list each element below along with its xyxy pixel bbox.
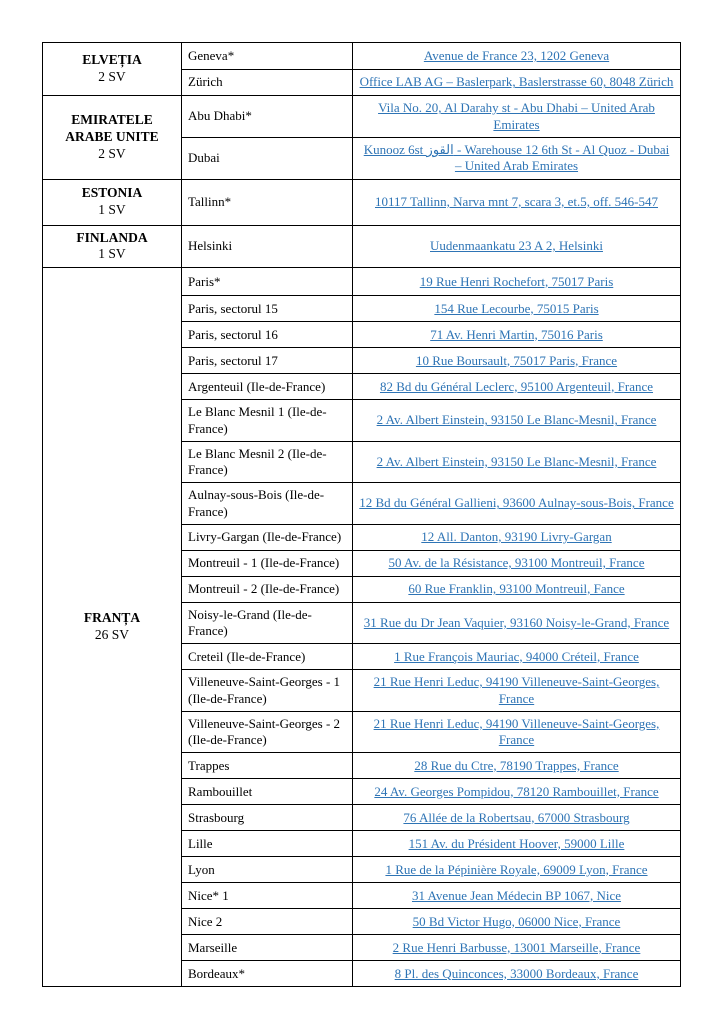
city-cell: Montreuil - 1 (Ile-de-France) bbox=[182, 550, 353, 576]
country-cell bbox=[43, 268, 182, 987]
address-link[interactable]: 10117 Tallinn, Narva mnt 7, scara 3, et.5, off. 546-547 bbox=[375, 193, 658, 209]
address-link[interactable]: 50 Bd Victor Hugo, 06000 Nice, France bbox=[412, 913, 621, 929]
table-row bbox=[43, 43, 681, 70]
address-link[interactable]: Uudenmaankatu 23 A 2, Helsinki bbox=[430, 238, 603, 254]
country-name: FINLANDA bbox=[76, 229, 148, 245]
address-cell bbox=[353, 779, 681, 805]
address-cell bbox=[353, 909, 681, 935]
city-cell: Lille bbox=[182, 831, 353, 857]
address-cell bbox=[353, 96, 681, 138]
address-link[interactable]: 151 Av. du Président Hoover, 59000 Lille bbox=[408, 835, 625, 851]
locations-table-body bbox=[43, 43, 681, 987]
country-sv-count: 26 SV bbox=[94, 627, 130, 643]
city-cell: Le Blanc Mesnil 2 (Ile-de-France) bbox=[182, 441, 353, 483]
city-cell: Nice 2 bbox=[182, 909, 353, 935]
address-link[interactable]: 12 Bd du Général Gallieni, 93600 Aulnay-sous-Bois, France bbox=[359, 495, 674, 511]
country-sv-count: 2 SV bbox=[98, 69, 126, 84]
city-cell: Paris, sectorul 17 bbox=[182, 348, 353, 374]
city-cell: Aulnay-sous-Bois (Ile-de-France) bbox=[182, 483, 353, 525]
address-link[interactable]: 8 Pl. des Quinconces, 33000 Bordeaux, France bbox=[394, 965, 639, 981]
country-sv-count: 2 SV bbox=[98, 145, 126, 161]
address-link[interactable]: Office LAB AG – Baslerpark, Baslerstrasse 60, 8048 Zürich bbox=[359, 74, 674, 90]
city-cell: Rambouillet bbox=[182, 779, 353, 805]
address-link[interactable]: 19 Rue Henri Rochefort, 75017 Paris bbox=[419, 273, 614, 289]
country-name: ESTONIA bbox=[81, 185, 143, 201]
country-name: ELVEȚIA bbox=[82, 52, 142, 68]
address-link[interactable]: 21 Rue Henri Leduc, 94190 Villeneuve-Saint-Georges, France bbox=[373, 674, 660, 706]
address-cell bbox=[353, 935, 681, 961]
city-cell: Nice* 1 bbox=[182, 883, 353, 909]
address-link[interactable]: 50 Av. de la Résistance, 93100 Montreuil, France bbox=[388, 555, 645, 571]
address-link[interactable]: 154 Rue Lecourbe, 75015 Paris bbox=[434, 300, 599, 316]
city-cell: Villeneuve-Saint-Georges - 2 (Ile-de-France) bbox=[182, 711, 353, 753]
country-name: EMIRATELE ARABE UNITE bbox=[65, 111, 159, 144]
address-cell bbox=[353, 524, 681, 550]
address-link[interactable]: 24 Av. Georges Pompidou, 78120 Rambouillet, France bbox=[374, 783, 659, 799]
city-cell: Lyon bbox=[182, 857, 353, 883]
address-link[interactable]: 60 Rue Franklin, 93100 Montreuil, Fance bbox=[408, 581, 625, 597]
address-cell bbox=[353, 753, 681, 779]
address-link[interactable]: 12 All. Danton, 93190 Livry-Gargan bbox=[421, 529, 612, 545]
country-sv-count: 1 SV bbox=[98, 202, 126, 217]
address-cell bbox=[353, 179, 681, 225]
city-cell: Montreuil - 2 (Ile-de-France) bbox=[182, 576, 353, 602]
address-link[interactable]: 31 Rue du Dr Jean Vaquier, 93160 Noisy-le-Grand, France bbox=[363, 614, 670, 630]
address-cell bbox=[353, 711, 681, 753]
city-cell: Bordeaux* bbox=[182, 961, 353, 987]
city-cell: Abu Dhabi* bbox=[182, 96, 353, 138]
address-cell bbox=[353, 483, 681, 525]
address-cell bbox=[353, 961, 681, 987]
country-name: FRANȚA bbox=[83, 610, 141, 626]
address-cell bbox=[353, 831, 681, 857]
city-cell: Paris* bbox=[182, 268, 353, 296]
address-cell bbox=[353, 550, 681, 576]
city-cell: Helsinki bbox=[182, 225, 353, 268]
city-cell: Dubai bbox=[182, 138, 353, 180]
address-cell bbox=[353, 348, 681, 374]
address-cell bbox=[353, 43, 681, 70]
city-cell: Creteil (Ile-de-France) bbox=[182, 644, 353, 670]
address-cell bbox=[353, 576, 681, 602]
address-link[interactable]: 21 Rue Henri Leduc, 94190 Villeneuve-Saint-Georges, France bbox=[373, 715, 660, 747]
city-cell: Zürich bbox=[182, 70, 353, 96]
city-cell: Geneva* bbox=[182, 43, 353, 70]
city-cell: Le Blanc Mesnil 1 (Ile-de-France) bbox=[182, 400, 353, 442]
address-link[interactable]: 71 Av. Henri Martin, 75016 Paris bbox=[430, 326, 603, 342]
address-link[interactable]: 31 Avenue Jean Médecin BP 1067, Nice bbox=[411, 887, 622, 903]
table-row bbox=[43, 225, 681, 268]
country-cell bbox=[43, 179, 182, 225]
address-link[interactable]: 76 Allée de la Robertsau, 67000 Strasbourg bbox=[403, 809, 630, 825]
address-link[interactable]: 1 Rue François Mauriac, 94000 Créteil, France bbox=[394, 648, 639, 664]
address-link[interactable]: Avenue de France 23, 1202 Geneva bbox=[423, 47, 610, 63]
address-link[interactable]: 2 Rue Henri Barbusse, 13001 Marseille, France bbox=[392, 939, 641, 955]
country-sv-count: 1 SV bbox=[98, 246, 126, 262]
city-cell: Tallinn* bbox=[182, 179, 353, 225]
address-link[interactable]: 10 Rue Boursault, 75017 Paris, France bbox=[415, 352, 618, 368]
address-cell bbox=[353, 644, 681, 670]
address-cell bbox=[353, 602, 681, 644]
city-cell: Paris, sectorul 16 bbox=[182, 322, 353, 348]
city-cell: Livry-Gargan (Ile-de-France) bbox=[182, 524, 353, 550]
address-cell bbox=[353, 805, 681, 831]
table-row bbox=[43, 96, 681, 138]
address-cell bbox=[353, 268, 681, 296]
address-cell bbox=[353, 374, 681, 400]
city-cell: Trappes bbox=[182, 753, 353, 779]
country-cell bbox=[43, 225, 182, 268]
address-cell bbox=[353, 296, 681, 322]
address-cell bbox=[353, 400, 681, 442]
address-cell bbox=[353, 322, 681, 348]
city-cell: Argenteuil (Ile-de-France) bbox=[182, 374, 353, 400]
address-link[interactable]: 28 Rue du Ctre, 78190 Trappes, France bbox=[414, 757, 619, 773]
address-link[interactable]: 82 Bd du Général Leclerc, 95100 Argenteuil, France bbox=[379, 378, 654, 394]
table-row bbox=[43, 179, 681, 225]
country-cell bbox=[43, 96, 182, 180]
address-link[interactable]: 1 Rue de la Pépinière Royale, 69009 Lyon, France bbox=[385, 861, 648, 877]
city-cell: Marseille bbox=[182, 935, 353, 961]
locations-table bbox=[42, 42, 681, 987]
address-link[interactable]: 2 Av. Albert Einstein, 93150 Le Blanc-Mesnil, France bbox=[376, 412, 657, 428]
address-link[interactable]: Vila No. 20, Al Darahy st - Abu Dhabi – United Arab Emirates bbox=[378, 100, 655, 132]
address-cell bbox=[353, 670, 681, 712]
city-cell: Noisy-le-Grand (Ile-de-France) bbox=[182, 602, 353, 644]
address-link[interactable]: 2 Av. Albert Einstein, 93150 Le Blanc-Mesnil, France bbox=[376, 453, 657, 469]
address-cell bbox=[353, 857, 681, 883]
address-cell bbox=[353, 883, 681, 909]
city-cell: Strasbourg bbox=[182, 805, 353, 831]
address-cell bbox=[353, 441, 681, 483]
city-cell: Paris, sectorul 15 bbox=[182, 296, 353, 322]
city-cell: Villeneuve-Saint-Georges - 1 (Ile-de-France) bbox=[182, 670, 353, 712]
table-row bbox=[43, 268, 681, 296]
address-cell bbox=[353, 70, 681, 96]
address-cell bbox=[353, 225, 681, 268]
country-cell bbox=[43, 43, 182, 96]
address-cell bbox=[353, 138, 681, 180]
address-link[interactable]: Kunooz 6st القوز - Warehouse 12 6th St - Al Quoz - Dubai – United Arab Emirates bbox=[363, 142, 670, 174]
